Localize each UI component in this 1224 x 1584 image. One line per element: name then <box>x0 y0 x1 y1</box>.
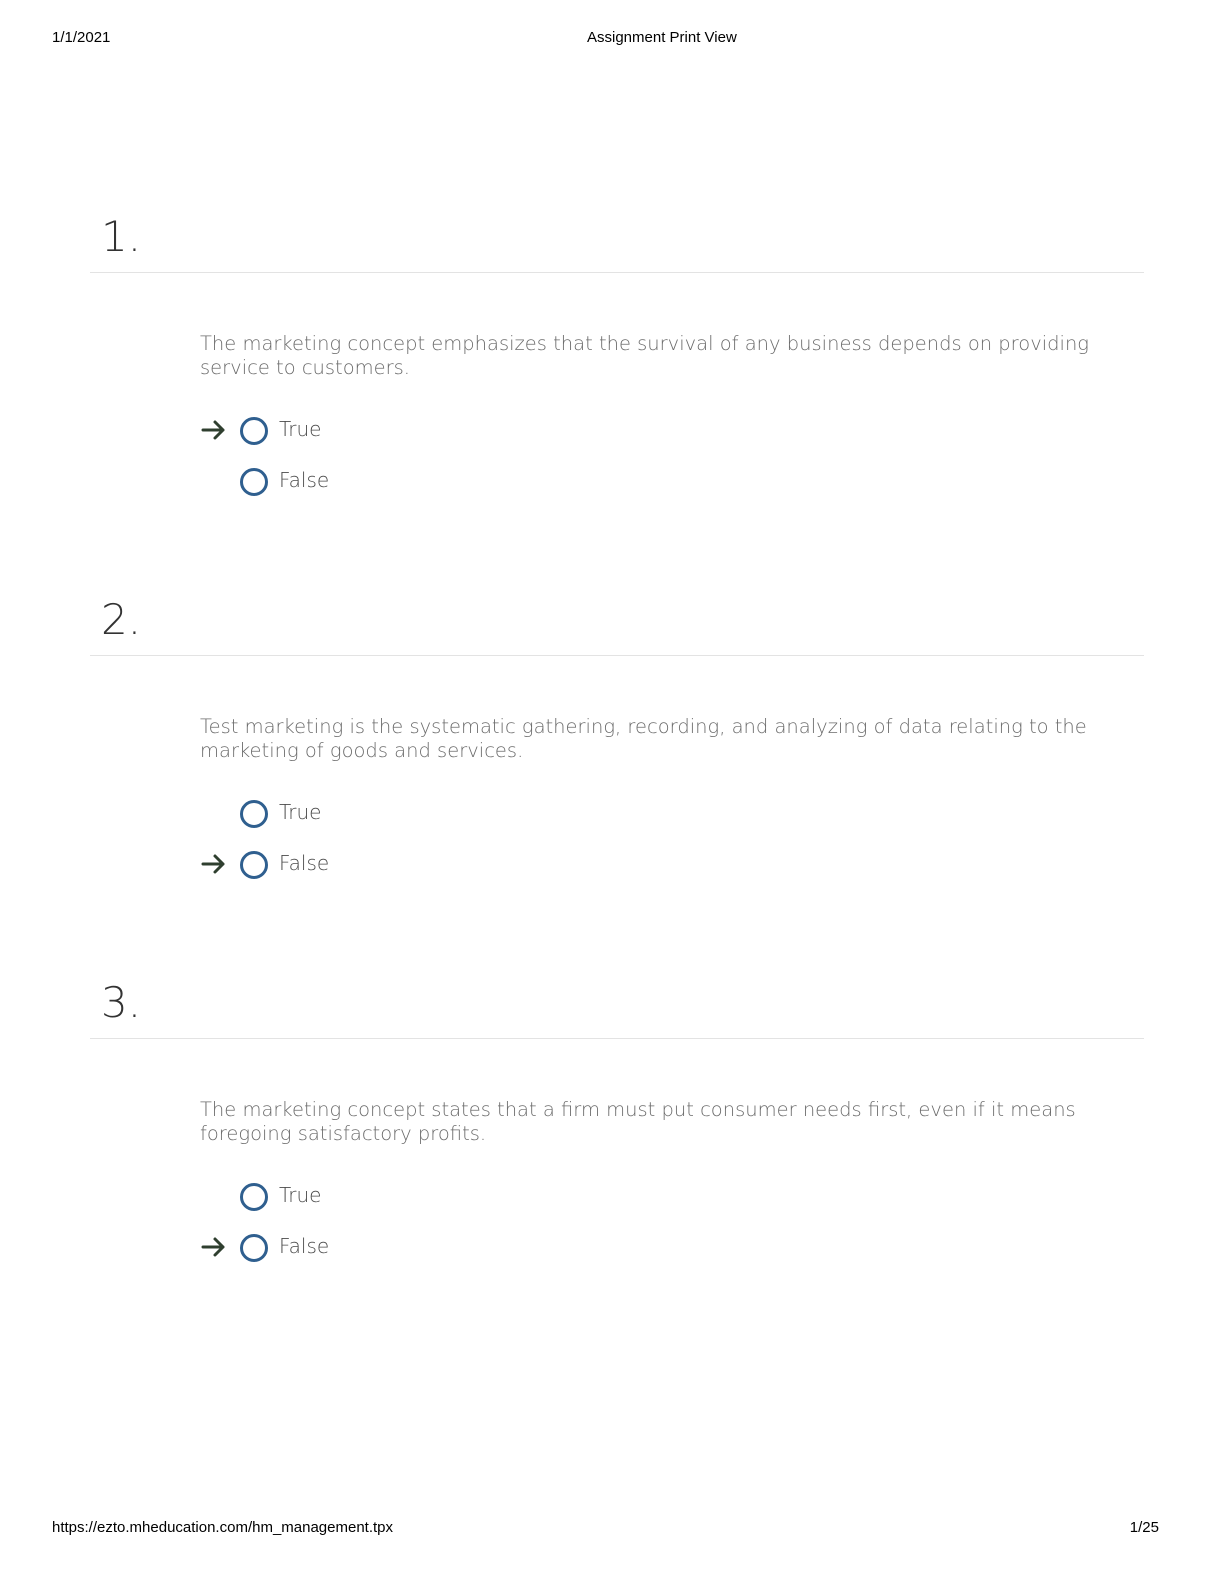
question-text: The marketing concept states that a firm must put consumer needs first, even if it means foregoing satisfactory profits. <box>200 1098 1076 1145</box>
question-number: 3. <box>101 978 142 1027</box>
option-label: True <box>279 1183 322 1207</box>
question-divider <box>90 272 1144 273</box>
question-text: The marketing concept emphasizes that the survival of any business depends on providing service to customers. <box>200 332 1090 379</box>
question-number: 2. <box>101 595 142 644</box>
question-divider <box>90 1038 1144 1039</box>
option-label: True <box>279 800 322 824</box>
radio-circle-icon[interactable] <box>240 417 268 445</box>
print-header <box>52 29 1159 49</box>
question-1 <box>90 212 1144 512</box>
page-counter: 1/25 <box>1129 1519 1159 1536</box>
page-url: https://ezto.mheducation.com/hm_management.tpx <box>52 1519 394 1536</box>
radio-circle-icon[interactable] <box>240 1183 268 1211</box>
option-true[interactable] <box>200 414 500 446</box>
radio-circle-icon[interactable] <box>240 468 268 496</box>
radio-circle-icon[interactable] <box>240 800 268 828</box>
radio-circle-icon[interactable] <box>240 851 268 879</box>
question-number: 1. <box>101 212 142 261</box>
option-false[interactable] <box>200 848 500 880</box>
arrow-right-icon <box>200 1233 228 1261</box>
question-divider <box>90 655 1144 656</box>
arrow-right-icon <box>200 850 228 878</box>
option-false[interactable] <box>200 465 500 497</box>
option-true[interactable] <box>200 797 500 829</box>
option-false[interactable] <box>200 1231 500 1263</box>
option-label: False <box>279 851 330 875</box>
print-title: Assignment Print View <box>587 29 737 46</box>
question-text: Test marketing is the systematic gathering, recording, and analyzing of data relating to the marketing of goods and services. <box>200 715 1087 762</box>
radio-circle-icon[interactable] <box>240 1234 268 1262</box>
question-2 <box>90 595 1144 895</box>
print-footer <box>52 1519 1159 1539</box>
question-3 <box>90 978 1144 1278</box>
arrow-right-icon <box>200 416 228 444</box>
print-date: 1/1/2021 <box>52 29 111 46</box>
option-label: True <box>279 417 322 441</box>
option-label: False <box>279 1234 330 1258</box>
option-true[interactable] <box>200 1180 500 1212</box>
option-label: False <box>279 468 330 492</box>
